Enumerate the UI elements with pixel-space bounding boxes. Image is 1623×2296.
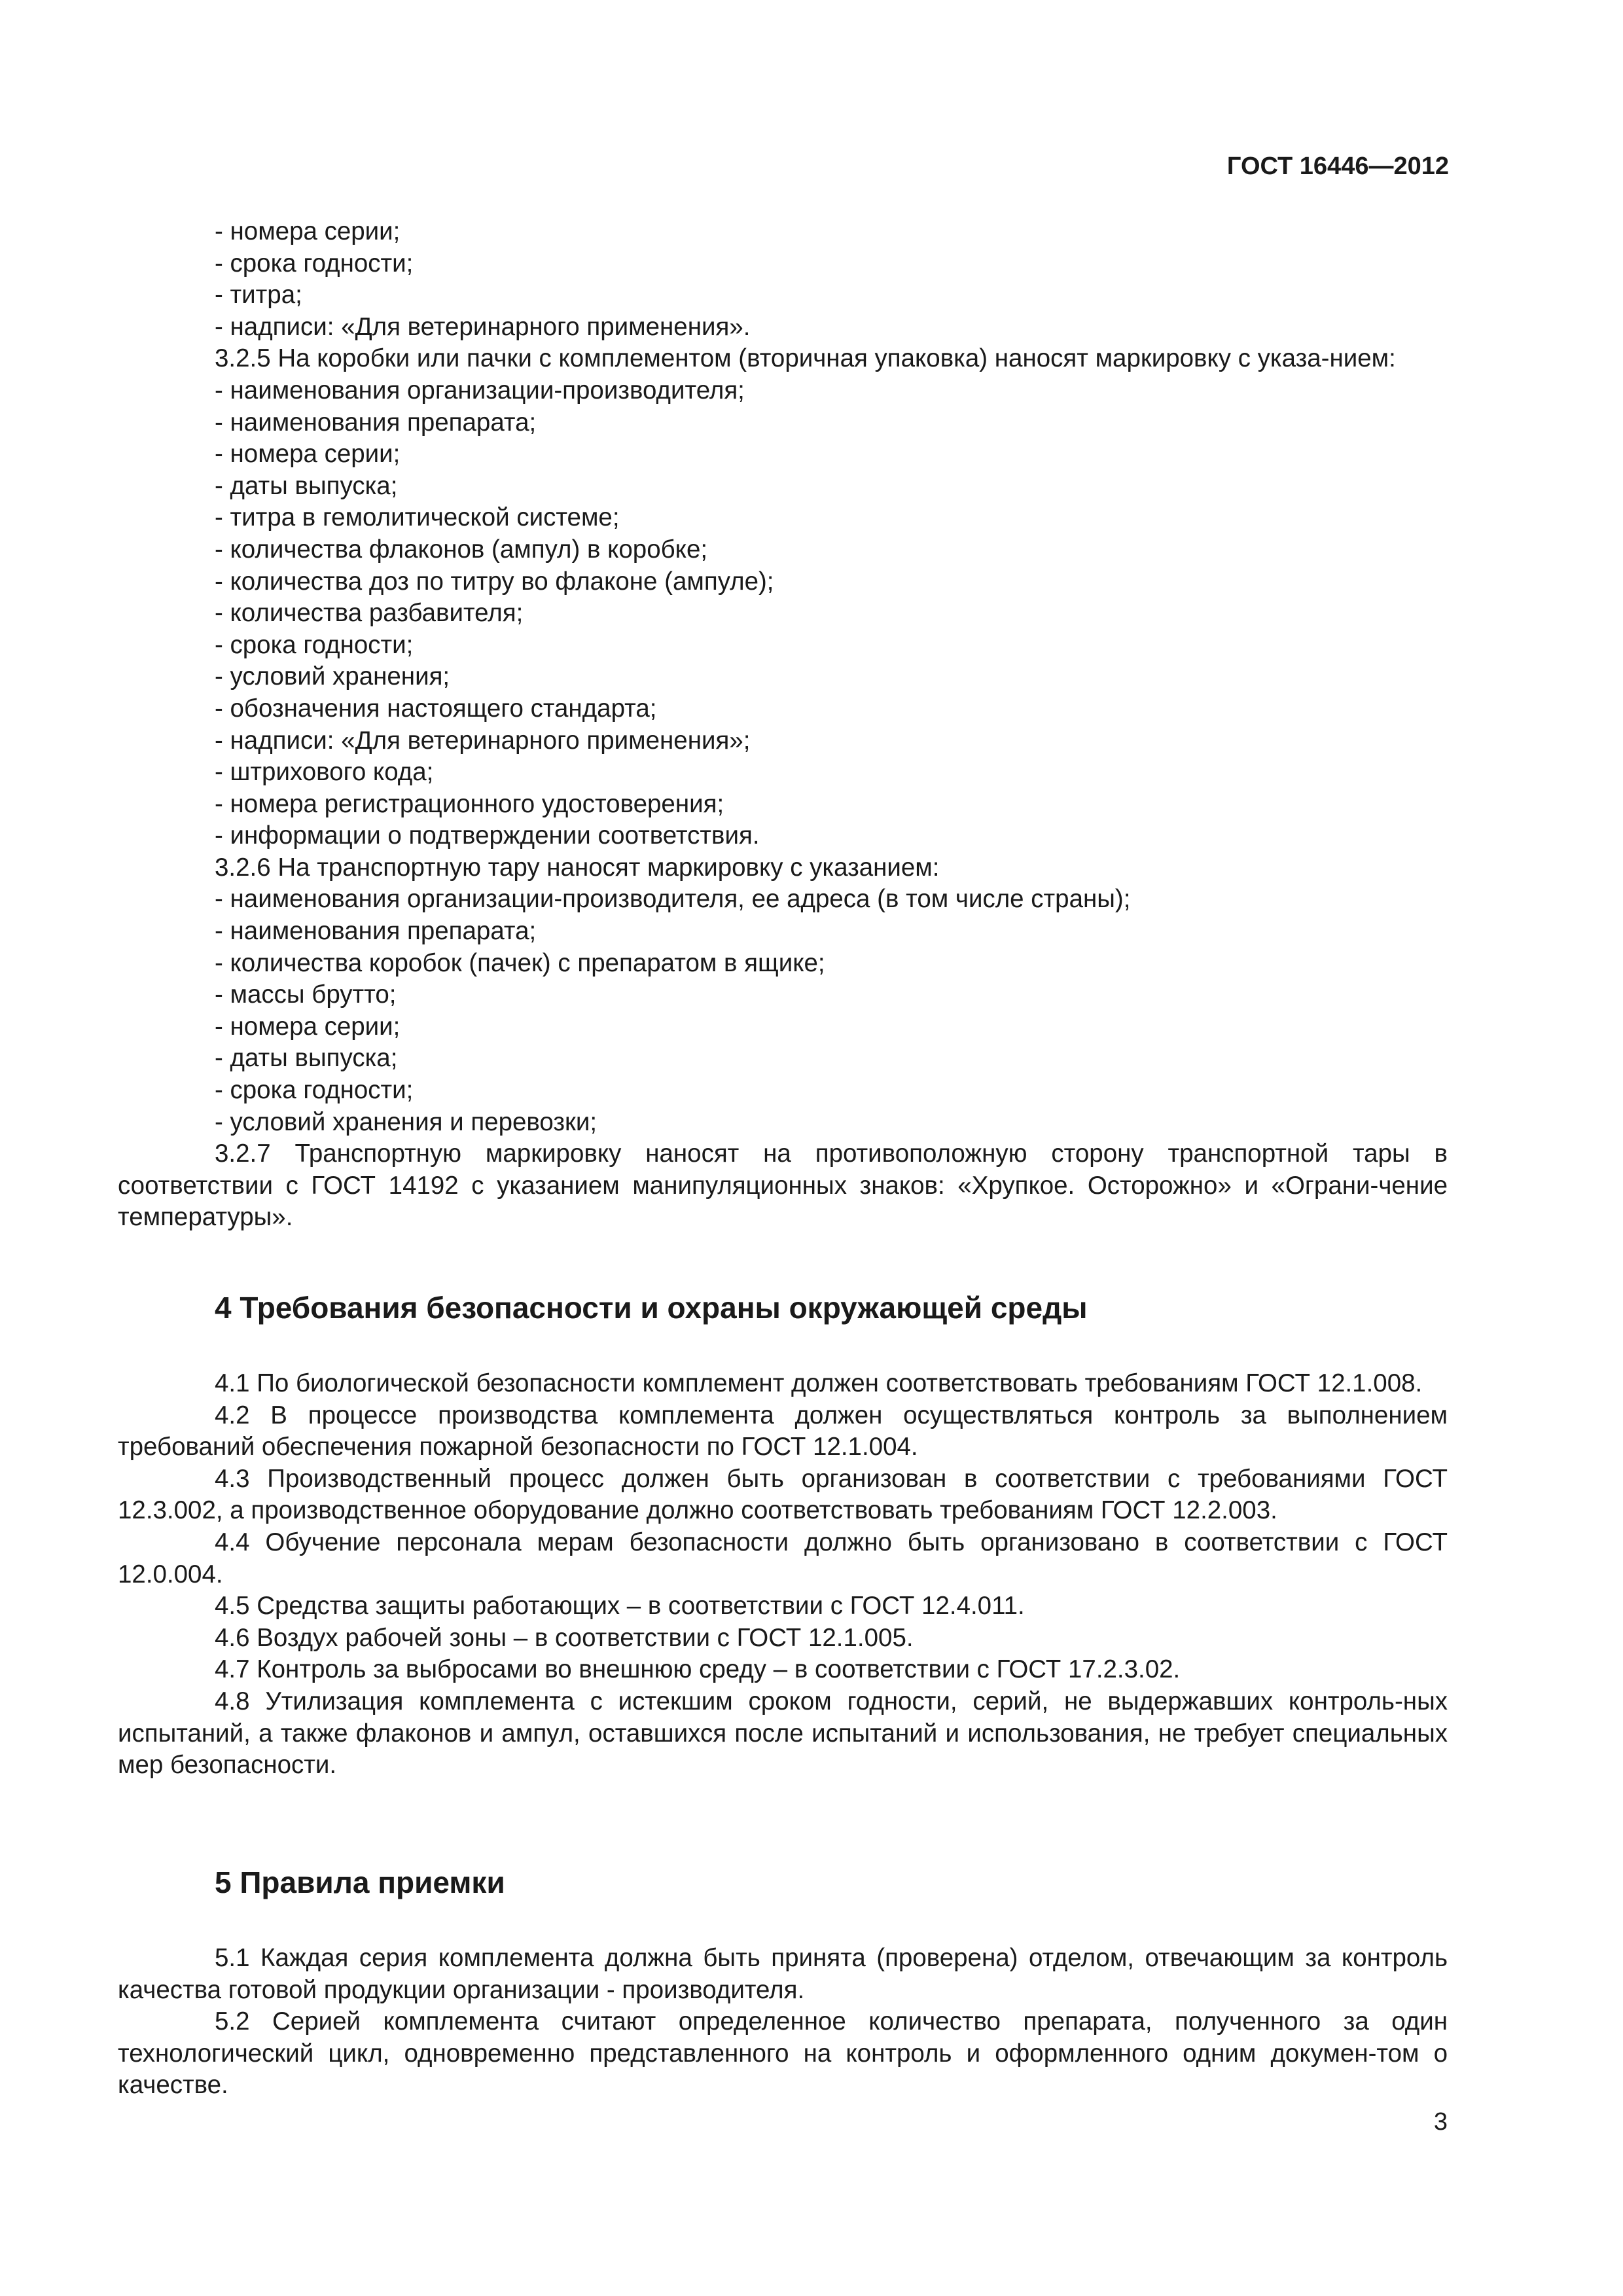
list-item: - срока годности; bbox=[215, 630, 414, 659]
list-item: - титра; bbox=[215, 281, 302, 310]
list-item: - наименования организации-производителя, ее адреса (в том числе страны); bbox=[215, 885, 1131, 914]
list-item: - номера регистрационного удостоверения; bbox=[215, 789, 724, 818]
paragraph-3-2-5: 3.2.5 На коробки или пачки с комплементом (вторичная упаковка) наносят маркировку с указа-нием: bbox=[215, 344, 1396, 373]
list-item: - массы брутто; bbox=[215, 980, 397, 1009]
list-item: - наименования организации-производителя; bbox=[215, 376, 745, 404]
standard-code-header: ГОСТ 16446—2012 bbox=[1226, 152, 1449, 180]
paragraph-5-2: 5.2 Серией комплемента считают определенное количество препарата, полученного за один технологический цикл, одновременно представленного на контроль и оформленного одним докумен-том о качестве. bbox=[118, 2007, 1448, 2100]
paragraph-4-6: 4.6 Воздух рабочей зоны – в соответствии с ГОСТ 12.1.005. bbox=[215, 1623, 914, 1652]
section-4-heading: 4 Требования безопасности и охраны окружающей среды bbox=[215, 1291, 1088, 1325]
list-item: - условий хранения и перевозки; bbox=[215, 1107, 597, 1136]
list-item: - штрихового кода; bbox=[215, 758, 434, 787]
list-item: - информации о подтверждении соответствия. bbox=[215, 821, 760, 850]
list-item: - наименования препарата; bbox=[215, 408, 537, 437]
paragraph-4-3: 4.3 Производственный процесс должен быть организован в соответствии с требованиями ГОСТ 12.3.002, а производственное оборудование должно соответствовать требованиям ГОСТ 12.2.003. bbox=[118, 1464, 1448, 1525]
list-item: - условий хранения; bbox=[215, 662, 450, 691]
section-4-body bbox=[118, 1368, 1448, 1782]
list-item: - количества разбавителя; bbox=[215, 599, 524, 628]
section-5-body bbox=[118, 1943, 1448, 2102]
paragraph-4-4: 4.4 Обучение персонала мерам безопасности должно быть организовано в соответствии с ГОСТ 12.0.004. bbox=[118, 1528, 1448, 1588]
list-item: - обозначения настоящего стандарта; bbox=[215, 694, 657, 723]
list-item: - номера серии; bbox=[215, 440, 401, 469]
list-item: - даты выпуска; bbox=[215, 1044, 398, 1073]
paragraph-4-7: 4.7 Контроль за выбросами во внешнюю среду – в соответствии с ГОСТ 17.2.3.02. bbox=[215, 1655, 1181, 1684]
paragraph-3-2-7: 3.2.7 Транспортную маркировку наносят на противоположную сторону транспортной тары в соответствии с ГОСТ 14192 с указанием манипуляционных знаков: «Хрупкое. Осторожно» и «Ограни-чение температуры». bbox=[118, 1139, 1448, 1232]
list-item: - срока годности; bbox=[215, 1076, 414, 1105]
paragraph-3-2-6: 3.2.6 На транспортную тару наносят маркировку с указанием: bbox=[215, 853, 940, 882]
list-item: - даты выпуска; bbox=[215, 471, 398, 500]
list-item: - номера серии; bbox=[215, 217, 401, 245]
page-number: 3 bbox=[1433, 2108, 1448, 2136]
list-item: - титра в гемолитической системе; bbox=[215, 503, 620, 532]
paragraph-4-2: 4.2 В процессе производства комплемента должен осуществляться контроль за выполнением требований обеспечения пожарной безопасности по ГОСТ 12.1.004. bbox=[118, 1401, 1448, 1462]
list-item: - надписи: «Для ветеринарного применения»; bbox=[215, 726, 751, 755]
section-4-heading-wrap bbox=[118, 1289, 1448, 1326]
paragraph-4-5: 4.5 Средства защиты работающих – в соответствии с ГОСТ 12.4.011. bbox=[215, 1592, 1025, 1621]
list-item: - надписи: «Для ветеринарного применения». bbox=[215, 312, 751, 341]
section-5-heading-wrap bbox=[118, 1864, 1448, 1901]
list-item: - срока годности; bbox=[215, 249, 414, 278]
section-5-heading: 5 Правила приемки bbox=[215, 1865, 505, 1899]
list-item: - количества доз по титру во флаконе (ампуле); bbox=[215, 567, 774, 596]
list-item: - количества коробок (пачек) с препаратом в ящике; bbox=[215, 948, 825, 977]
paragraph-5-1: 5.1 Каждая серия комплемента должна быть принята (проверена) отделом, отвечающим за контроль качества готовой продукции организации - производителя. bbox=[118, 1944, 1448, 2004]
list-item: - количества флаконов (ампул) в коробке; bbox=[215, 535, 708, 564]
list-item: - номера серии; bbox=[215, 1012, 401, 1041]
list-item: - наименования препарата; bbox=[215, 917, 537, 946]
paragraph-4-1: 4.1 По биологической безопасности комплемент должен соответствовать требованиям ГОСТ 12.1.008. bbox=[215, 1369, 1423, 1397]
marking-section-3-2 bbox=[118, 216, 1448, 1234]
paragraph-4-8: 4.8 Утилизация комплемента с истекшим сроком годности, серий, не выдержавших контроль-ных испытаний, а также флаконов и ампул, оставшихся после испытаний и использования, не требует специальных мер безопасности. bbox=[118, 1687, 1448, 1780]
